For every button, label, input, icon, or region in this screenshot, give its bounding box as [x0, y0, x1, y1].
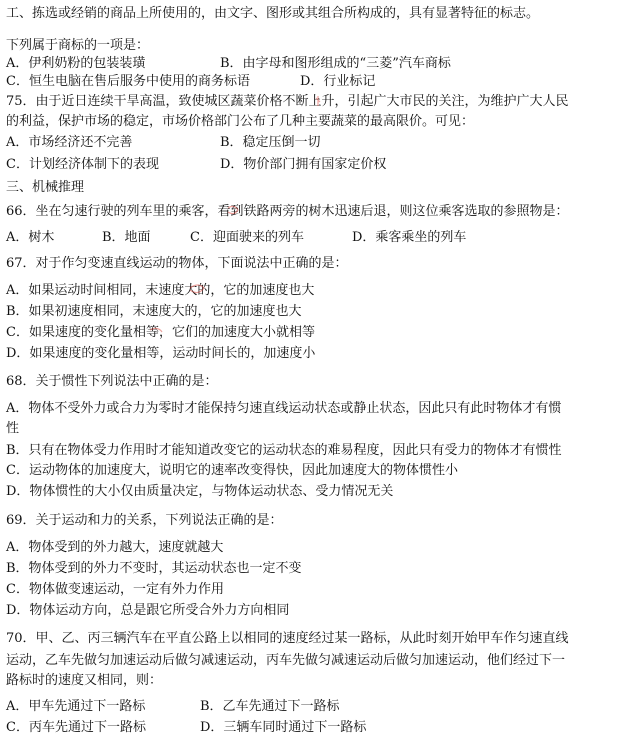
q67-option-c: C．如果速度的变化量相等，它们的加速度大小就相等 [6, 325, 315, 340]
q70-option-a: A．甲车先通过下一路标 [6, 699, 146, 714]
q70-option-c: C．丙车先通过下一路标 [6, 720, 146, 735]
q75-stem-line2: 的利益，保护市场的稳定，市场价格部门公布了几种主要蔬菜的最高限价。可见： [6, 114, 475, 129]
q69-stem: 69．关于运动和力的关系，下列说法正确的是： [6, 513, 283, 528]
q68-option-b: B．只有在物体受力作用时才能知道改变它的运动状态的难易程度，因此只有受力的物体才有惯性 [6, 443, 562, 458]
q66-option-d: D．乘客乘坐的列车 [352, 230, 467, 245]
q66-option-a: A．树木 [6, 230, 55, 245]
q75-option-c: C．计划经济体制下的表现 [6, 157, 159, 172]
q70-stem-line1: 70．甲、乙、丙三辆汽车在平直公路上以相同的速度经过某一路标，从此时刻开始甲车作匀速直线 [6, 631, 569, 646]
q69-option-c: C．物体做变速运动，一定有外力作用 [6, 582, 224, 597]
q67-stem: 67．对于作匀变速直线运动的物体，下面说法中正确的是： [6, 256, 348, 271]
q68-option-a-line2: 性 [6, 421, 20, 436]
q67-option-a: A．如果运动时间相同，末速度大的，它的加速度也大 [6, 283, 315, 298]
q68-option-c: C．运动物体的加速度大，说明它的速率改变得快，因此加速度大的物体惯性小 [6, 463, 458, 478]
q75-stem-line1: 75．由于近日连续干旱高温，致使城区蔬菜价格不断上升，引起广大市民的关注，为维护广大人民 [6, 94, 569, 109]
q74-option-a: A．伊利奶粉的包装装璜 [6, 56, 146, 71]
q75-option-a: A．市场经济还不完善 [6, 135, 133, 150]
q74-option-d: D．行业标记 [300, 74, 376, 89]
q70-option-b: B．乙车先通过下一路标 [200, 699, 340, 714]
q74-stem: 下列属于商标的一项是： [6, 38, 150, 53]
q75-option-b: B．稳定压倒一切 [220, 135, 321, 150]
q74-option-c: C．恒生电脑在售后服务中使用的商务标语 [6, 74, 250, 89]
q70-stem-line2: 运动，乙车先做匀加速运动后做匀减速运动，丙车先做匀减速运动后做匀加速运动，他们经过下一 [6, 653, 566, 668]
q70-stem-line3: 路标时的速度又相同，则： [6, 673, 163, 688]
q66-option-c: C．迎面驶来的列车 [190, 230, 304, 245]
q69-option-d: D．物体运动方向，总是跟它所受合外力方向相同 [6, 603, 290, 618]
q66-stem: 66．坐在匀速行驶的列车里的乘客，看到铁路两旁的树木迅速后退，则这位乘客选取的参照物是： [6, 204, 569, 219]
q69-option-a: A．物体受到的外力越大，速度就越大 [6, 540, 224, 555]
q67-option-b: B．如果初速度相同，末速度大的，它的加速度也大 [6, 304, 302, 319]
q70-option-d: D．三辆车同时通过下一路标 [200, 720, 367, 735]
q74-text-line: 工、拣选或经销的商品上所使用的，由文字、图形或其组合所构成的，具有显著特征的标志。 [6, 6, 540, 21]
q68-option-d: D．物体惯性的大小仅由质量决定，与物体运动状态、受力情况无关 [6, 484, 394, 499]
section-heading: 三、机械推理 [6, 180, 85, 195]
q66-option-b: B．地面 [102, 230, 151, 245]
q67-option-d: D．如果速度的变化量相等，运动时间长的，加速度小 [6, 346, 316, 361]
q74-option-b: B．由字母和图形组成的“三菱”汽车商标 [220, 56, 451, 71]
q75-option-d: D．物价部门拥有国家定价权 [220, 157, 387, 172]
q68-stem: 68．关于惯性下列说法中正确的是： [6, 374, 218, 389]
q69-option-b: B．物体受到的外力不变时，其运动状态也一定不变 [6, 561, 302, 576]
q68-option-a-line1: A．物体不受外力或合力为零时才能保持匀速直线运动状态或静止状态，因此只有此时物体才有惯 [6, 401, 562, 416]
